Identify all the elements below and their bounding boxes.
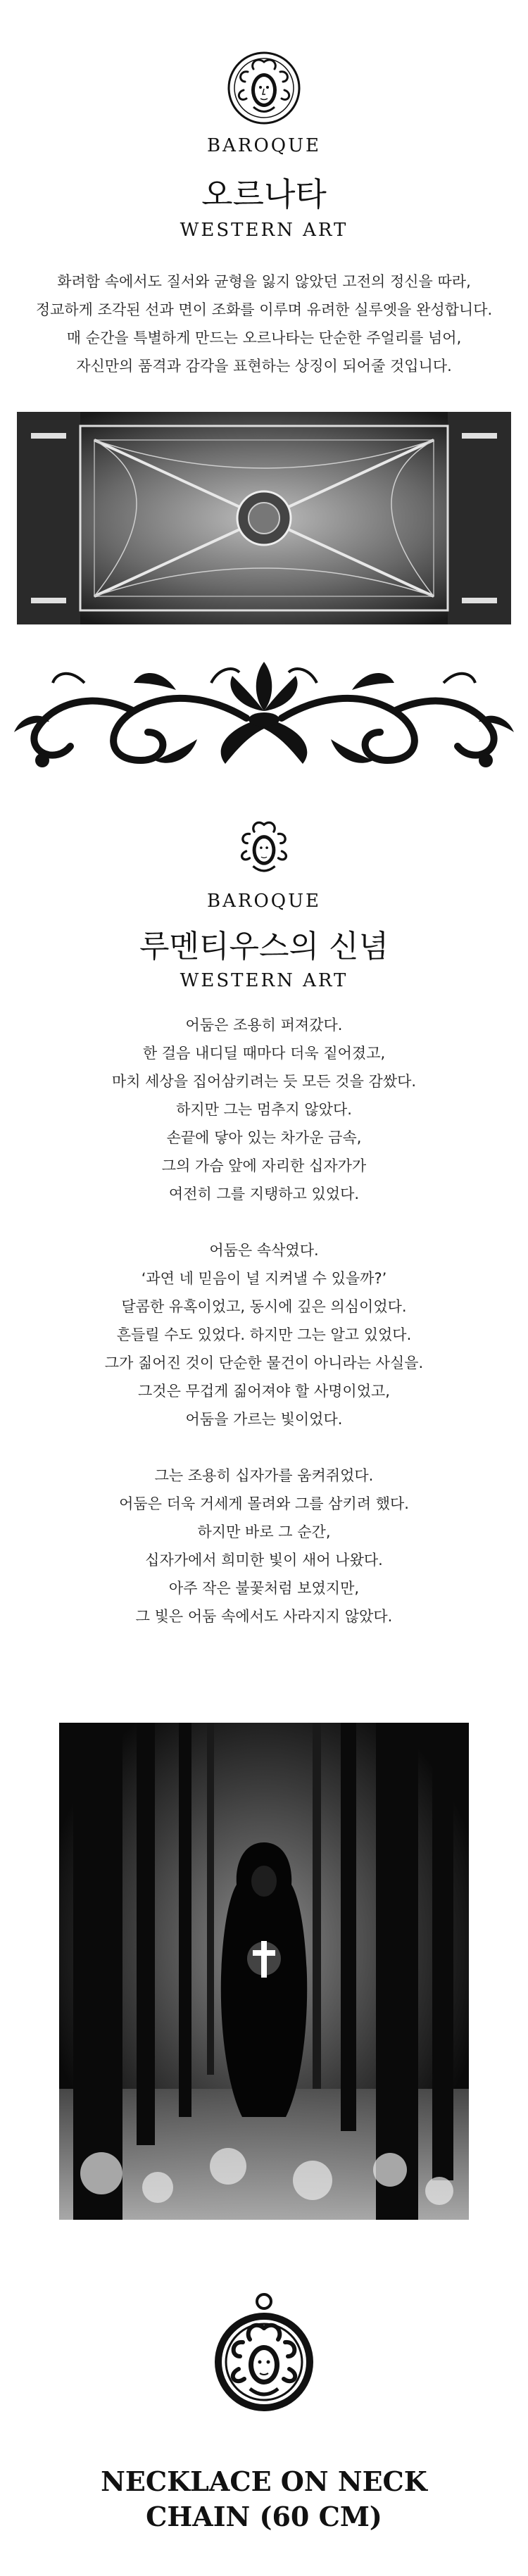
story-line: 마치 세상을 집어삼키려는 듯 모든 것을 감쌌다. (111, 1073, 417, 1090)
story-line: 어둠은 조용히 퍼져갔다. (185, 1017, 343, 1033)
story-line: 어둠을 가르는 빛이었다. (185, 1411, 343, 1428)
medusa-logo-icon (225, 49, 303, 127)
medallion-pendant-icon (208, 2292, 320, 2418)
medusa-logo-icon (232, 817, 296, 880)
sub-brand-label: WESTERN ART (180, 220, 348, 241)
intro-line: 자신만의 품격과 감각을 표현하는 상징이 되어줄 것입니다. (76, 358, 452, 375)
spec-line: CHAIN (60 CM) (146, 2501, 382, 2532)
story-line: 그의 가슴 앞에 자리한 십자가가 (161, 1157, 367, 1174)
spec-line: NECKLACE ON NECK (101, 2465, 427, 2497)
hooded-figure-forest-image (59, 1723, 469, 2220)
story-line: ‘과연 네 믿음이 널 지켜낼 수 있을까?’ (141, 1270, 387, 1287)
story-text (0, 1011, 528, 1631)
story-line: 여전히 그를 지탱하고 있었다. (168, 1186, 360, 1202)
story-line: 손끝에 닿아 있는 차가운 금속, (166, 1129, 362, 1146)
story-line: 하지만 그는 멈추지 않았다. (176, 1101, 352, 1118)
vaulted-ceiling-image (17, 412, 511, 624)
brand-label: BAROQUE (207, 891, 321, 912)
story-line: 그가 짊어진 것이 단순한 물건이 아니라는 사실을. (104, 1355, 424, 1371)
story-line: 아주 작은 불꽃처럼 보였지만, (168, 1580, 360, 1597)
story-line: 하지만 바로 그 순간, (197, 1523, 331, 1540)
story-title: 루멘티우스의 신념 (139, 929, 389, 965)
intro-line: 화려함 속에서도 질서와 균형을 잃지 않았던 고전의 정신을 따라, (57, 273, 471, 290)
baroque-ornament-icon (0, 641, 528, 781)
intro-line: 매 순간을 특별하게 만드는 오르나타는 단순한 주얼리를 넘어, (66, 329, 462, 346)
intro-text (0, 268, 528, 380)
story-line: 십자가에서 희미한 빛이 새어 나왔다. (145, 1552, 383, 1569)
story-line: 그것은 무겁게 짊어져야 할 사명이었고, (138, 1383, 390, 1400)
story-line: 그는 조용히 십자가를 움켜쥐었다. (154, 1467, 374, 1484)
product-title: 오르나타 (201, 175, 327, 213)
story-line: 한 걸음 내디딜 때마다 더욱 짙어졌고, (142, 1045, 386, 1062)
brand-label: BAROQUE (207, 135, 321, 156)
story-line: 어둠은 더욱 거세게 몰려와 그를 삼키려 했다. (119, 1495, 409, 1512)
story-line: 그 빛은 어둠 속에서도 사라지지 않았다. (135, 1608, 393, 1625)
sub-brand-label: WESTERN ART (180, 970, 348, 991)
story-line: 어둠은 속삭였다. (209, 1242, 319, 1259)
story-line: 흔들릴 수도 있었다. 하지만 그는 알고 있었다. (116, 1326, 412, 1343)
intro-line: 정교하게 조각된 선과 면이 조화를 이루며 유려한 실루엣을 완성합니다. (35, 301, 493, 318)
necklace-spec-title (0, 2464, 528, 2534)
story-line: 달콤한 유혹이었고, 동시에 깊은 의심이었다. (121, 1298, 407, 1315)
